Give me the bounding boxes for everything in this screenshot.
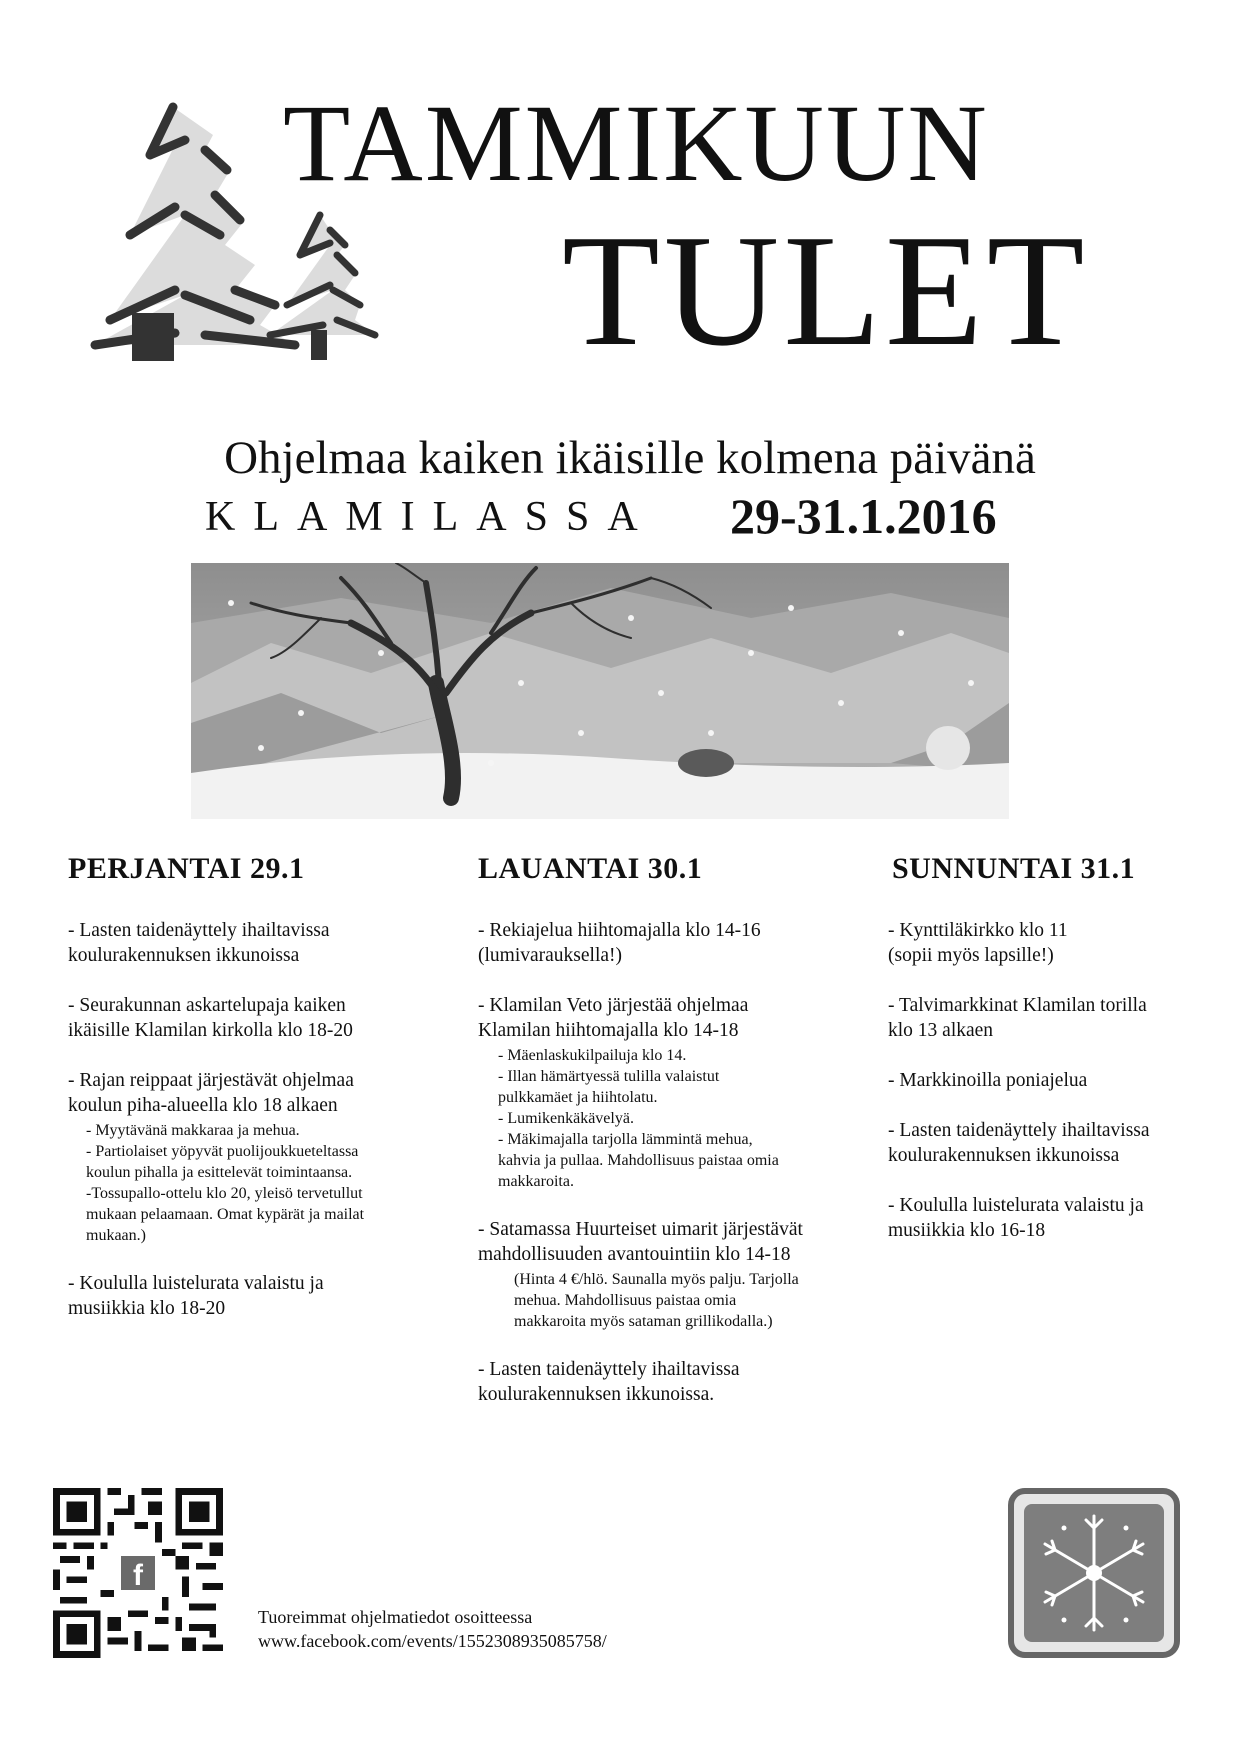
day-heading: PERJANTAI 29.1 bbox=[68, 852, 305, 885]
day-column-friday bbox=[68, 850, 468, 1346]
program-item: - Kynttiläkirkko klo 11 (sopii myös lapsille!) bbox=[888, 920, 1068, 966]
winter-scene-image bbox=[191, 563, 1009, 819]
program-item: - Rekiajelua hiihtomajalla klo 14-16 (lumivarauksella!) bbox=[478, 920, 761, 966]
program-item: - Koululla luistelurata valaistu ja musiikkia klo 16-18 bbox=[888, 1195, 1144, 1241]
program-item: - Satamassa Huurteiset uimarit järjestävät mahdollisuuden avantouintiin klo 14-18 (Hinta 4 €/hlö. Saunalla myös palju. Tarjolla mehua. Mahdollisuus paistaa omia makkaroita myös sataman grillikodalla.) bbox=[478, 1217, 898, 1332]
program-item: - Lasten taidenäyttely ihailtavissa koulurakennuksen ikkunoissa bbox=[68, 920, 330, 966]
program-item-details: - Mäenlaskukilpailuja klo 14. - Illan hämärtyessä tulilla valaistut pulkkamäet ja hiihtolatu. - Lumikenkäkävelyä. - Mäkimajalla tarjolla lämmintä mehua, kahvia ja pullaa. Mahdollisuus paistaa omia makkaroita. bbox=[498, 1047, 779, 1190]
day-column-saturday bbox=[478, 850, 898, 1432]
program-item: - Klamilan Veto järjestää ohjelmaa Klamilan hiihtomajalla klo 14-18 - Mäenlaskukilpailuja klo 14. - Illan hämärtyessä tulilla valaistut pulkkamäet ja hiihtolatu. - Lumikenkäkävelyä. - Mäkimajalla tarjolla lämmintä mehua, kahvia ja pullaa. Mahdollisuus paistaa omia makkaroita. bbox=[478, 993, 898, 1192]
day-heading: SUNNUNTAI 31.1 bbox=[892, 852, 1136, 885]
program-item: - Rajan reippaat järjestävät ohjelmaa koulun piha-alueella klo 18 alkaen - Myytävänä makkaraa ja mehua. - Partiolaiset yöpyvät puolijoukkueteltassa koulun pihalla ja esittelevät toimintaansa. -Tossupallo-ottelu klo 20, yleisö tervetullut mukaan pelaamaan. Omat kypärät ja mailat mukaan.) bbox=[68, 1068, 468, 1246]
program-item: - Lasten taidenäyttely ihailtavissa koulurakennuksen ikkunoissa. bbox=[478, 1359, 740, 1405]
program-item: - Lasten taidenäyttely ihailtavissa koulurakennuksen ikkunoissa bbox=[888, 1120, 1150, 1166]
program-item: - Seurakunnan askartelupaja kaiken ikäisille Klamilan kirkolla klo 18-20 bbox=[68, 995, 353, 1041]
event-place: KLAMILASSA bbox=[205, 494, 656, 540]
large-fir-tree-icon bbox=[95, 107, 295, 361]
title-line-1: TAMMIKUUN bbox=[283, 82, 989, 204]
subtitle: Ohjelmaa kaiken ikäisille kolmena päivänä bbox=[224, 432, 1036, 484]
day-column-sunday bbox=[888, 850, 1218, 1268]
footer-info: Tuoreimmat ohjelmatiedot osoitteessa www.facebook.com/events/1552308935085758/ bbox=[258, 1607, 607, 1651]
program-item: - Markkinoilla poniajelua bbox=[888, 1070, 1088, 1091]
small-fir-tree-icon bbox=[270, 215, 375, 360]
facebook-icon-letter: f bbox=[133, 1559, 143, 1593]
qr-code[interactable] bbox=[53, 1488, 223, 1658]
program-item-details: (Hinta 4 €/hlö. Saunalla myös palju. Tarjolla mehua. Mahdollisuus paistaa omia makkaroita myös sataman grillikodalla.) bbox=[514, 1271, 799, 1330]
event-date: 29-31.1.2016 bbox=[730, 488, 997, 544]
program-item: - Koululla luistelurata valaistu ja musiikkia klo 18-20 bbox=[68, 1273, 324, 1319]
day-heading: LAUANTAI 30.1 bbox=[478, 852, 703, 885]
program-item: - Talvimarkkinat Klamilan torilla klo 13 alkaen bbox=[888, 995, 1147, 1041]
title-line-2: TULET bbox=[562, 201, 1089, 379]
snowflake-icon bbox=[1008, 1488, 1180, 1658]
program-item-details: - Myytävänä makkaraa ja mehua. - Partiolaiset yöpyvät puolijoukkueteltassa koulun pihalla ja esittelevät toimintaansa. -Tossupallo-ottelu klo 20, yleisö tervetullut mukaan pelaamaan. Omat kypärät ja mailat mukaan.) bbox=[86, 1122, 365, 1244]
